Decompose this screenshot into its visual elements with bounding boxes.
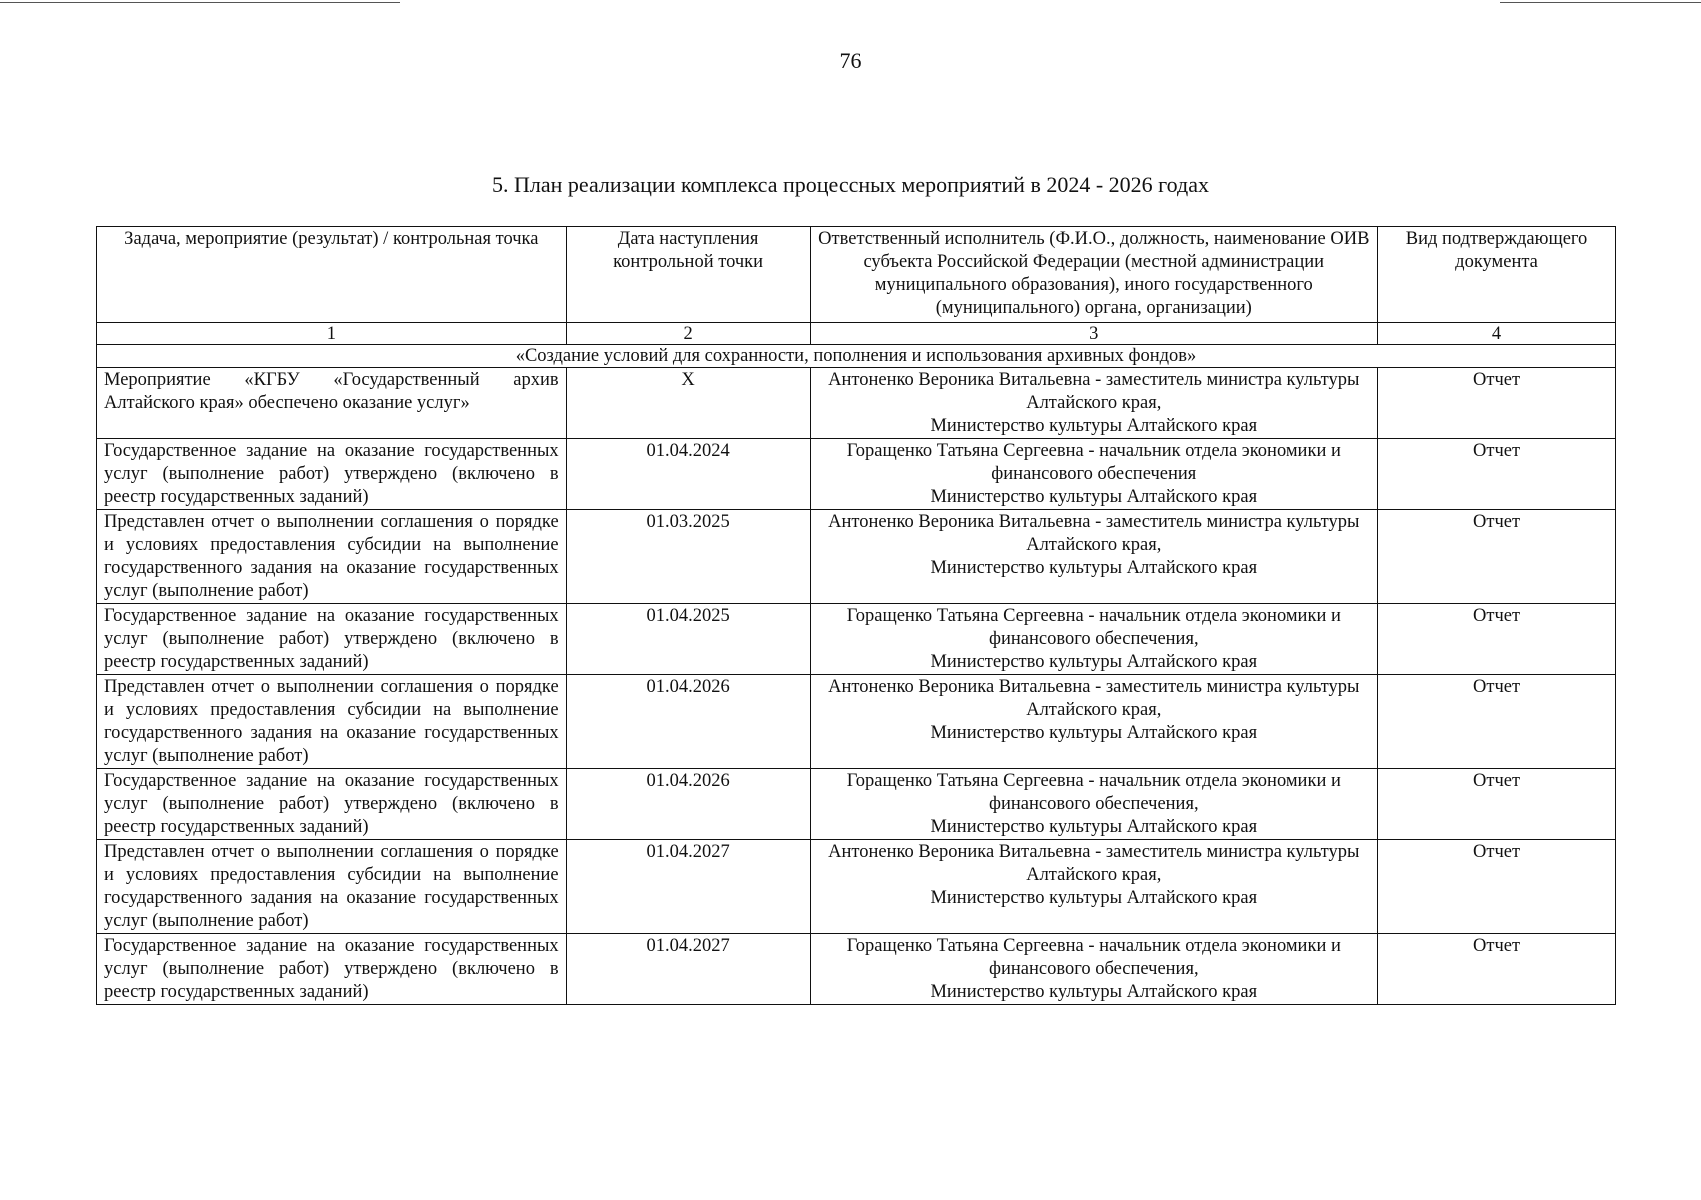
document-cell: Отчет <box>1378 675 1616 769</box>
responsible-person: Антоненко Вероника Витальевна - заместитель министра культуры Алтайского края, <box>828 512 1360 555</box>
responsible-cell <box>810 675 1378 769</box>
page-number: 76 <box>839 48 862 73</box>
responsible-cell <box>810 439 1378 510</box>
task-cell: Представлен отчет о выполнении соглашения о порядке и условиях предоставления субсидии на выполнение государственного задания на оказание государственных услуг (выполнение работ) <box>97 510 567 604</box>
date-cell: 01.04.2026 <box>566 675 810 769</box>
table-row <box>97 840 1616 934</box>
date-cell: 01.04.2025 <box>566 604 810 675</box>
column-number: 1 <box>97 323 567 345</box>
responsible-cell <box>810 934 1378 1005</box>
responsible-cell <box>810 604 1378 675</box>
responsible-organization: Министерство культуры Алтайского края <box>930 817 1258 837</box>
task-cell: Государственное задание на оказание государственных услуг (выполнение работ) утверждено (включено в реестр государственных заданий) <box>97 439 567 510</box>
responsible-cell <box>810 368 1378 439</box>
document-cell: Отчет <box>1378 934 1616 1005</box>
document-cell: Отчет <box>1378 368 1616 439</box>
responsible-person: Горащенко Татьяна Сергеевна - начальник отдела экономики и финансового обеспечения, <box>846 606 1341 649</box>
responsible-organization: Министерство культуры Алтайского края <box>930 558 1258 578</box>
responsible-person: Горащенко Татьяна Сергеевна - начальник отдела экономики и финансового обеспечения, <box>846 936 1341 979</box>
header-document: Вид подтверждающего документа <box>1378 227 1616 323</box>
table-row <box>97 769 1616 840</box>
section-heading: «Создание условий для сохранности, пополнения и использования архивных фондов» <box>97 345 1616 368</box>
document-cell: Отчет <box>1378 604 1616 675</box>
responsible-person: Антоненко Вероника Витальевна - заместитель министра культуры Алтайского края, <box>828 842 1360 885</box>
task-cell: Государственное задание на оказание государственных услуг (выполнение работ) утверждено (включено в реестр государственных заданий) <box>97 604 567 675</box>
column-number-row <box>97 323 1616 345</box>
date-cell: 01.03.2025 <box>566 510 810 604</box>
scan-edge-right-rule <box>1500 2 1701 3</box>
table-row <box>97 510 1616 604</box>
responsible-organization: Министерство культуры Алтайского края <box>930 723 1258 743</box>
responsible-person: Антоненко Вероника Витальевна - заместитель министра культуры Алтайского края, <box>828 677 1360 720</box>
section-title: 5. План реализации комплекса процессных мероприятий в 2024 - 2026 годах <box>492 172 1209 197</box>
responsible-person: Антоненко Вероника Витальевна - заместитель министра культуры Алтайского края, <box>828 370 1360 413</box>
header-responsible: Ответственный исполнитель (Ф.И.О., должность, наименование ОИВ субъекта Российской Федерации (местной администрации муниципального образования), иного государственного (муниципального) органа, организации) <box>810 227 1378 323</box>
responsible-organization: Министерство культуры Алтайского края <box>930 982 1258 1002</box>
task-cell: Государственное задание на оказание государственных услуг (выполнение работ) утверждено (включено в реестр государственных заданий) <box>97 769 567 840</box>
column-number: 3 <box>810 323 1378 345</box>
document-cell: Отчет <box>1378 769 1616 840</box>
responsible-cell <box>810 769 1378 840</box>
section-heading-row <box>97 345 1616 368</box>
table-header-row <box>97 227 1616 323</box>
responsible-organization: Министерство культуры Алтайского края <box>930 487 1258 507</box>
task-cell: Представлен отчет о выполнении соглашения о порядке и условиях предоставления субсидии на выполнение государственного задания на оказание государственных услуг (выполнение работ) <box>97 840 567 934</box>
document-cell: Отчет <box>1378 439 1616 510</box>
task-cell: Мероприятие «КГБУ «Государственный архив Алтайского края» обеспечено оказание услуг» <box>97 368 567 439</box>
date-cell: 01.04.2024 <box>566 439 810 510</box>
task-cell: Представлен отчет о выполнении соглашения о порядке и условиях предоставления субсидии на выполнение государственного задания на оказание государственных услуг (выполнение работ) <box>97 675 567 769</box>
table-row <box>97 604 1616 675</box>
responsible-cell <box>810 510 1378 604</box>
task-cell: Государственное задание на оказание государственных услуг (выполнение работ) утверждено (включено в реестр государственных заданий) <box>97 934 567 1005</box>
responsible-organization: Министерство культуры Алтайского края <box>930 888 1258 908</box>
header-task: Задача, мероприятие (результат) / контрольная точка <box>97 227 567 323</box>
date-cell: X <box>566 368 810 439</box>
implementation-plan-table <box>96 226 1616 1005</box>
responsible-organization: Министерство культуры Алтайского края <box>930 652 1258 672</box>
date-cell: 01.04.2027 <box>566 934 810 1005</box>
responsible-cell <box>810 840 1378 934</box>
table-row <box>97 439 1616 510</box>
responsible-person: Горащенко Татьяна Сергеевна - начальник отдела экономики и финансового обеспечения, <box>846 771 1341 814</box>
column-number: 4 <box>1378 323 1616 345</box>
date-cell: 01.04.2027 <box>566 840 810 934</box>
date-cell: 01.04.2026 <box>566 769 810 840</box>
table-row <box>97 675 1616 769</box>
table-row <box>97 934 1616 1005</box>
document-cell: Отчет <box>1378 510 1616 604</box>
document-cell: Отчет <box>1378 840 1616 934</box>
responsible-person: Горащенко Татьяна Сергеевна - начальник отдела экономики и финансового обеспечения <box>846 441 1341 484</box>
scan-edge-left-rule <box>0 2 400 3</box>
header-date: Дата наступления контрольной точки <box>566 227 810 323</box>
table-row <box>97 368 1616 439</box>
responsible-organization: Министерство культуры Алтайского края <box>930 416 1258 436</box>
column-number: 2 <box>566 323 810 345</box>
